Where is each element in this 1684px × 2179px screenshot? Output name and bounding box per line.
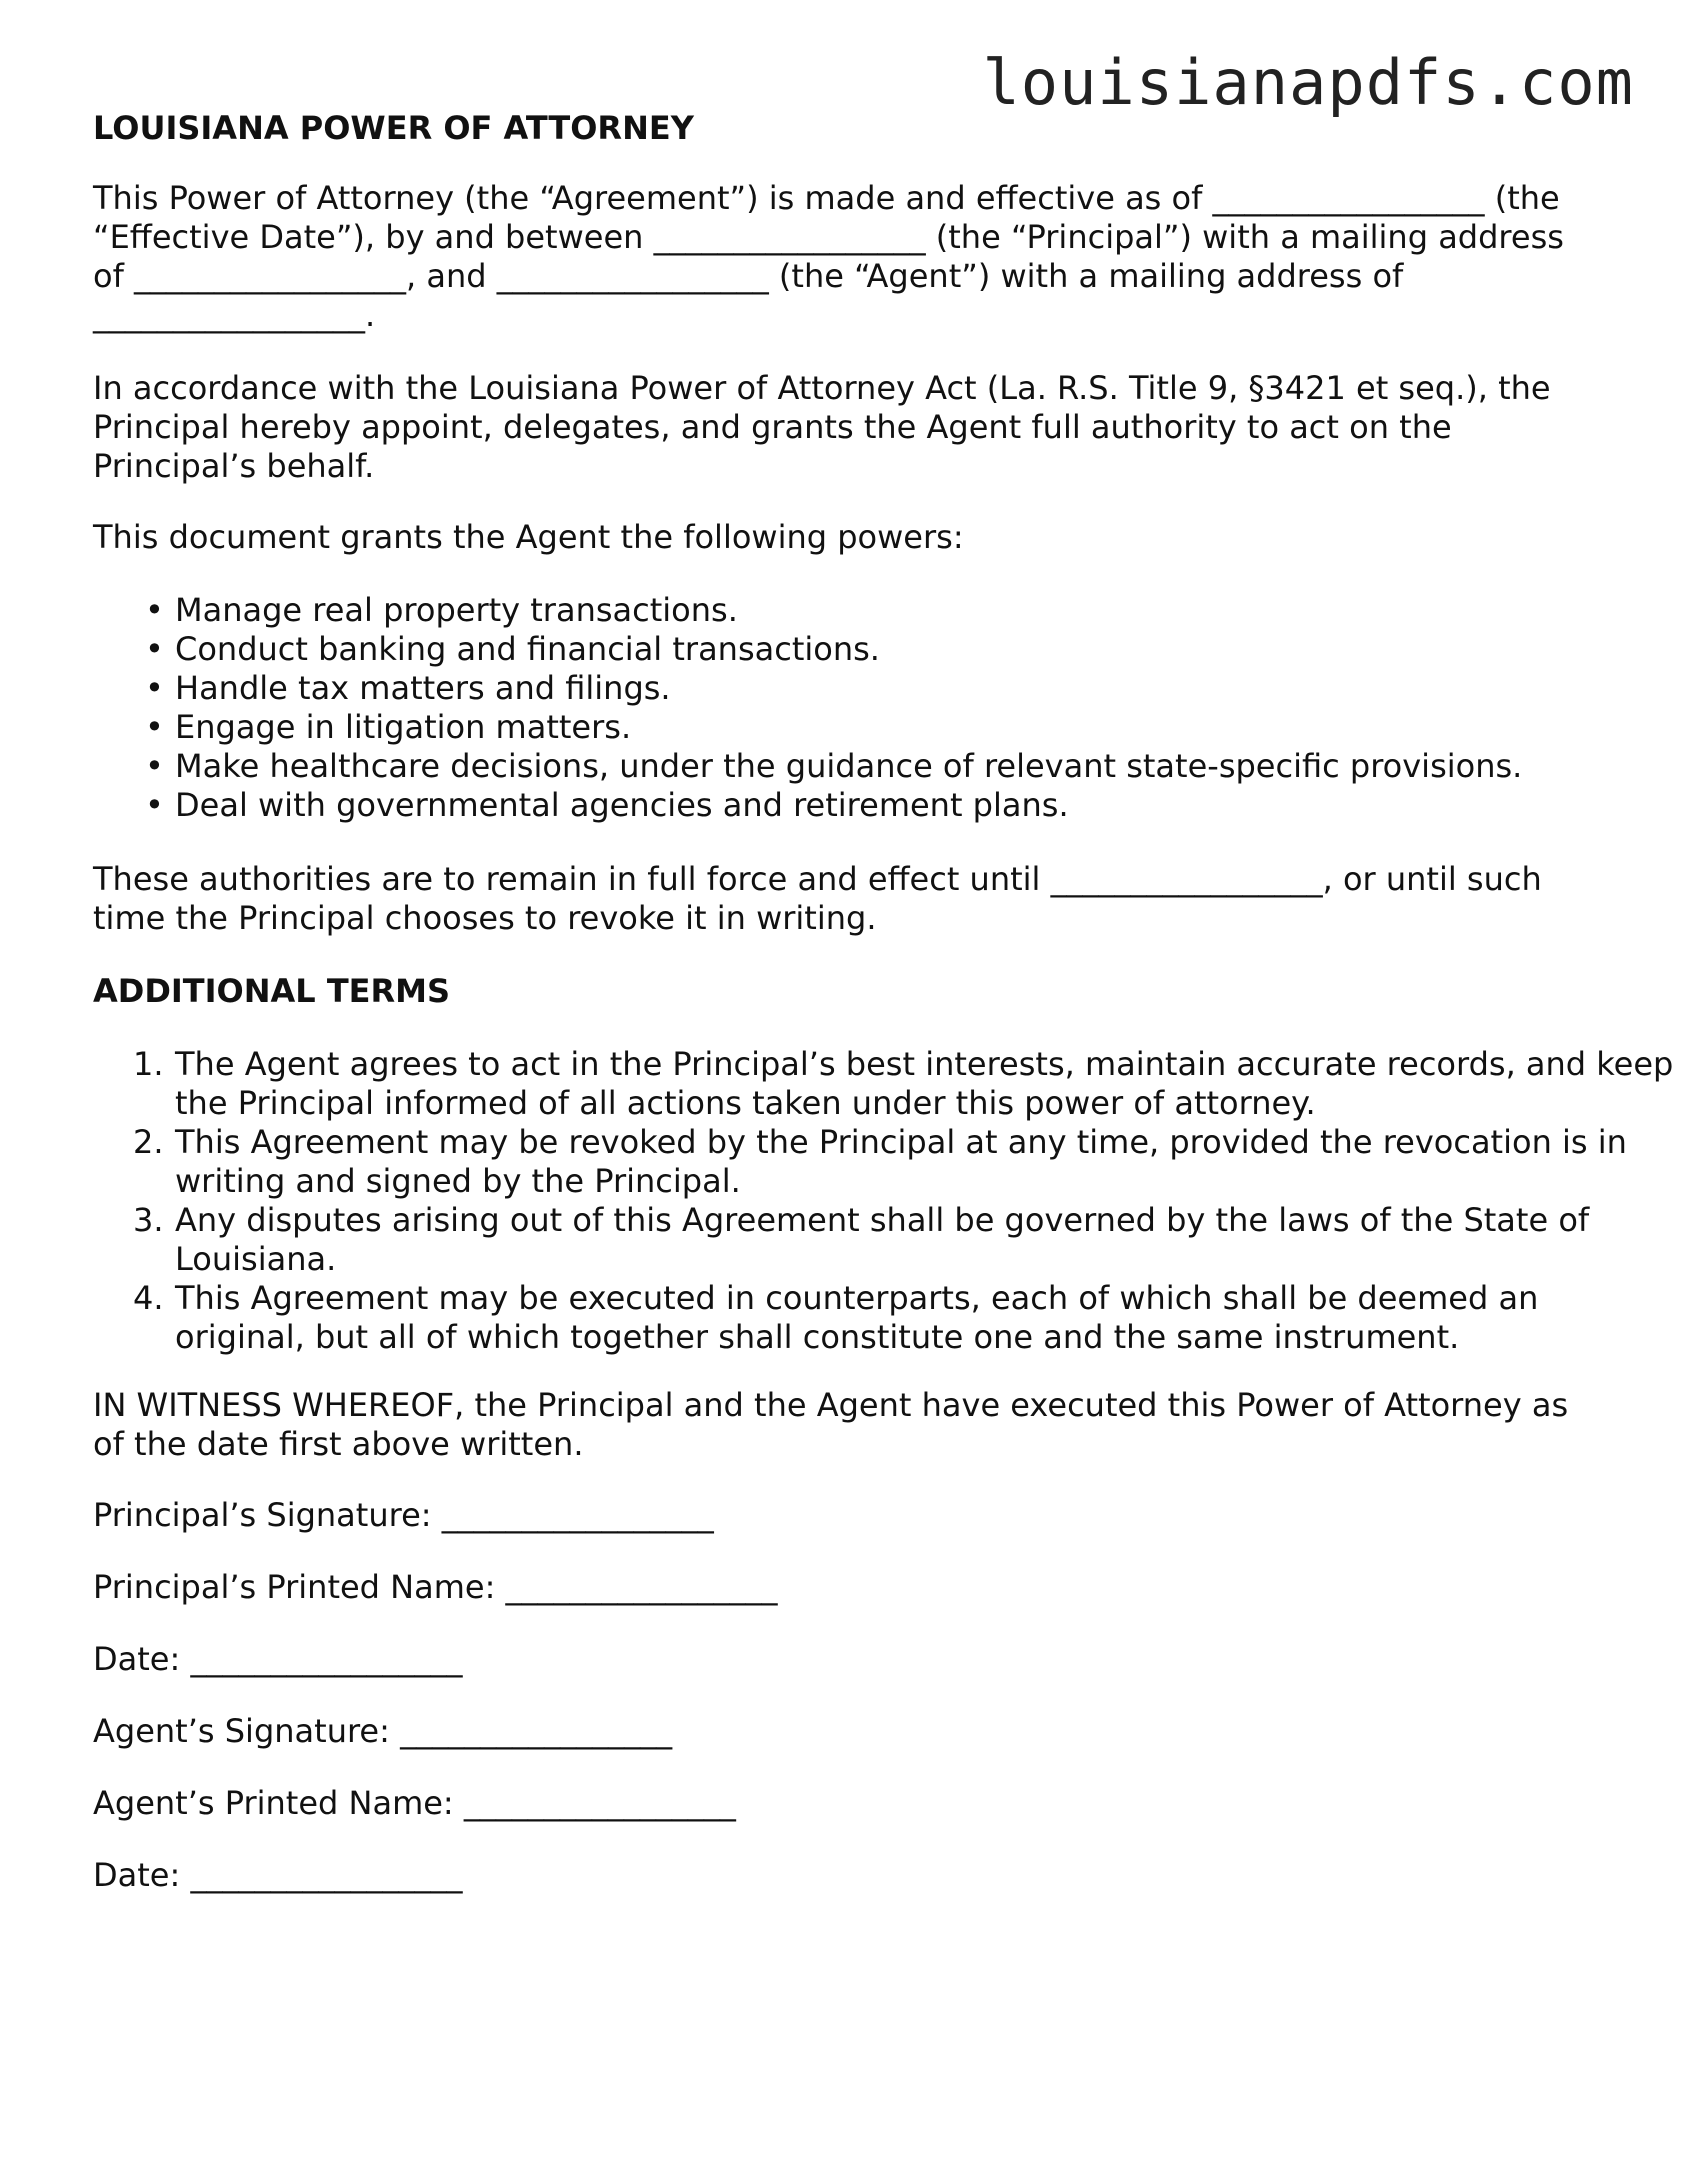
term-number: 1. xyxy=(133,1045,164,1083)
witness-paragraph: IN WITNESS WHEREOF, the Principal and the Agent have executed this Power of Attorney as of the date first above written. xyxy=(93,1386,1569,1463)
agent-date-blank[interactable]: _________________ xyxy=(190,1856,463,1894)
list-item xyxy=(145,747,1675,786)
terms-list xyxy=(93,1045,1675,1357)
principal-signature-label: Principal’s Signature: xyxy=(93,1496,442,1534)
agent-date-label: Date: xyxy=(93,1856,191,1894)
site-watermark: louisianapdfs.com xyxy=(982,46,1634,119)
principal-signature-line xyxy=(93,1496,714,1535)
term-text: Any disputes arising out of this Agreement shall be governed by the laws of the State of Louisiana. xyxy=(175,1201,1590,1278)
agent-printed-name-line xyxy=(93,1784,736,1823)
intro-text-5: (the “Agent”) with a mailing address of xyxy=(768,257,1404,295)
agent-signature-line xyxy=(93,1712,672,1751)
principal-printed-name-line xyxy=(93,1568,778,1607)
power-text: Make healthcare decisions, under the guidance of relevant state-specific provisions. xyxy=(175,747,1523,785)
power-text: Conduct banking and financial transactions. xyxy=(175,630,880,668)
intro-text-4: , and xyxy=(406,257,497,295)
effective-date-blank[interactable]: _________________ xyxy=(1212,179,1485,217)
principal-printed-name-blank[interactable]: _________________ xyxy=(505,1568,778,1606)
authority-text-2: , or until such time the Principal chooses to revoke it in writing. xyxy=(93,860,1542,937)
list-item xyxy=(145,630,1675,669)
principal-address-blank[interactable]: _________________ xyxy=(134,257,407,295)
agent-signature-label: Agent’s Signature: xyxy=(93,1712,401,1750)
principal-date-line xyxy=(93,1640,462,1679)
agent-printed-name-blank[interactable]: _________________ xyxy=(463,1784,736,1822)
bullet-icon: • xyxy=(145,591,164,629)
principal-date-blank[interactable]: _________________ xyxy=(190,1640,463,1678)
accordance-paragraph: In accordance with the Louisiana Power of Attorney Act (La. R.S. Title 9, §3421 et seq.), the Principal hereby appoint, delegates, and grants the Agent full authority to act on the Principal’s behalf. xyxy=(93,369,1551,485)
bullet-icon: • xyxy=(145,786,164,824)
term-number: 4. xyxy=(133,1279,164,1317)
list-item xyxy=(133,1279,1675,1357)
bullet-icon: • xyxy=(145,708,164,746)
authority-paragraph xyxy=(93,860,1593,938)
agent-signature-blank[interactable]: _________________ xyxy=(400,1712,673,1750)
power-text: Engage in litigation matters. xyxy=(175,708,632,746)
term-text: This Agreement may be executed in counterparts, each of which shall be deemed an original, but all of which together shall constitute one and the same instrument. xyxy=(175,1279,1539,1356)
intro-paragraph xyxy=(93,179,1593,335)
intro-text-2: (the “Effective Date”), by and between xyxy=(93,179,1560,256)
intro-text-6: . xyxy=(365,296,376,334)
authority-text-1: These authorities are to remain in full force and effect until xyxy=(93,860,1051,898)
term-text: This Agreement may be revoked by the Principal at any time, provided the revocation is in writing and signed by the Principal. xyxy=(175,1123,1627,1200)
list-item xyxy=(145,786,1675,825)
principal-date-label: Date: xyxy=(93,1640,191,1678)
principal-name-blank[interactable]: _________________ xyxy=(653,218,926,256)
bullet-icon: • xyxy=(145,747,164,785)
intro-text-1: This Power of Attorney (the “Agreement”) is made and effective as of xyxy=(93,179,1213,217)
list-item xyxy=(133,1201,1675,1279)
principal-printed-name-label: Principal’s Printed Name: xyxy=(93,1568,506,1606)
additional-terms-heading: ADDITIONAL TERMS xyxy=(93,972,451,1010)
agent-date-line xyxy=(93,1856,462,1895)
principal-signature-blank[interactable]: _________________ xyxy=(441,1496,714,1534)
agent-name-blank[interactable]: _________________ xyxy=(496,257,769,295)
powers-intro: This document grants the Agent the following powers: xyxy=(93,518,964,556)
power-text: Deal with governmental agencies and retirement plans. xyxy=(175,786,1069,824)
power-text: Manage real property transactions. xyxy=(175,591,738,629)
end-date-blank[interactable]: _________________ xyxy=(1050,860,1323,898)
intro-text-3: (the “Principal”) with a mailing address of xyxy=(93,218,1564,295)
list-item xyxy=(133,1045,1675,1123)
list-item xyxy=(145,669,1675,708)
list-item xyxy=(145,708,1675,747)
agent-printed-name-label: Agent’s Printed Name: xyxy=(93,1784,464,1822)
power-text: Handle tax matters and filings. xyxy=(175,669,671,707)
bullet-icon: • xyxy=(145,630,164,668)
term-number: 3. xyxy=(133,1201,164,1239)
list-item xyxy=(133,1123,1675,1201)
document-title: LOUISIANA POWER OF ATTORNEY xyxy=(93,109,694,147)
agent-address-blank[interactable]: _________________ xyxy=(93,296,365,334)
powers-list xyxy=(93,591,1675,825)
term-number: 2. xyxy=(133,1123,164,1161)
list-item xyxy=(145,591,1675,630)
term-text: The Agent agrees to act in the Principal’s best interests, maintain accurate records, and keep the Principal informed of all actions taken under this power of attorney. xyxy=(175,1045,1674,1122)
bullet-icon: • xyxy=(145,669,164,707)
